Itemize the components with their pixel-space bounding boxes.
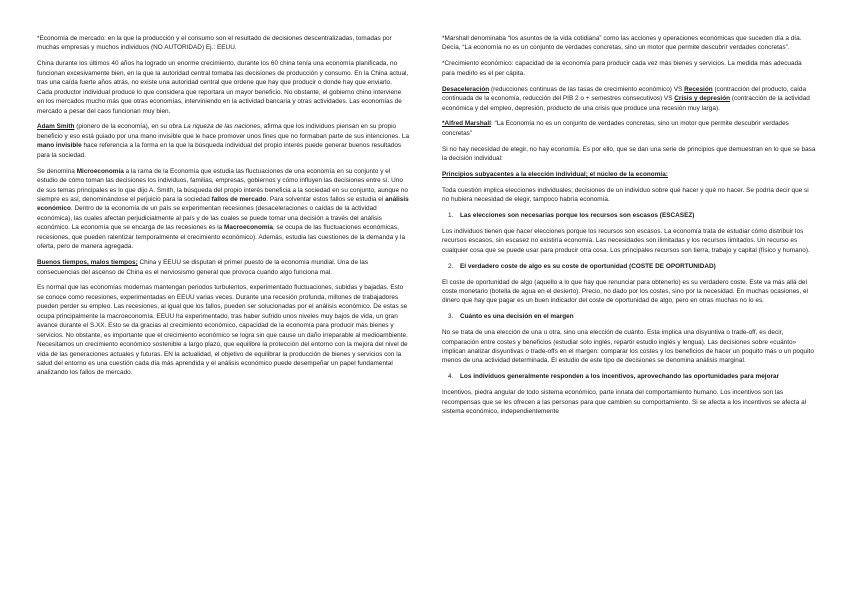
paragraph-text: No se trata de una elección de una u otra, sino una elección de cuánto. Esta implica una disyuntiva o trade-off, es decir, comparación entre costes y beneficios (estudiar solo inglés, repartir estudio inglés y lengua). Las decisiones sobre «cuánto» implican analizar disyuntivas o trade-offs en el margen: comparar los costes y los beneficios de hacer un poquito más o un poquito menos de una actividad determinada. El estudio de este tipo de decisiones se denomina análisis marginal. — [442, 329, 814, 365]
principle-4 — [442, 372, 816, 381]
paragraph-text: China y EEUU se disputan el primer puesto de la economía mundial. Una de las consecuencias del ascenso de China es el nerviosismo general que provoca cuando algo funciona mal. — [37, 259, 369, 276]
paragraph-text: *Economía de mercado: en la que la producción y el consumo son el resultado de decisiones descentralizadas, tomadas por muchas empresas y muchos individuos (NO AUTORIDAD) Ej.: EEUU. — [37, 35, 392, 52]
paragraph-text: (contracción del producto, caída continuada de la economía, reducción del PIB 2 o + semestres consecutivos) VS — [442, 85, 807, 103]
paragraph-text: Los individuos tienen que hacer elecciones porque los recursos son escasos. La economía trata de estudiar cómo distribuir los recursos escasos, sin escasez no existiría economía. Las necesidades son ilimitadas y los recursos limitados. Un recurso es cualquier cosa que se puede usar para producir otra cosa. Los principales recursos son tierra, trabajo y capital (físico y humano). — [442, 227, 810, 254]
paragraph-desaceleracion — [442, 85, 816, 113]
paragraph-elecciones-individuales — [442, 186, 816, 205]
term-desaceleracion: Desaceleración — [442, 85, 490, 93]
principle-title: El verdadero coste de algo es su coste de oportunidad (COSTE DE OPORTUNIDAD) — [460, 262, 716, 270]
paragraph-economia-de-mercado — [37, 34, 409, 53]
term-analisis-economico: análisis económico — [37, 195, 409, 213]
term-microeconomia: Microeconomía — [76, 167, 124, 175]
list-number: 3. — [448, 313, 454, 321]
paragraph-text: hace referencia a la forma en la que la búsqueda individual del propio interés puede generar buenos resultados para la sociedad. — [37, 142, 402, 159]
list-number: 1. — [448, 212, 454, 220]
paragraph-microeconomia — [37, 167, 409, 252]
book-title: La riqueza de las naciones — [183, 123, 261, 131]
term-fallos-de-mercado: fallos de mercado — [211, 195, 267, 203]
paragraph-necesidad-elegir — [442, 145, 816, 164]
paragraph-text: *Marshall denominaba “los asuntos de la vida cotidiana” como las acciones y operaciones económicas que suceden día a día. Decía, “La economía no es un conjunto de verdades concretas, sino un motor que permite descubrir verdades concretas”. — [442, 35, 802, 52]
paragraph-text: Toda cuestión implica elecciones individuales; decisiones de un individuo sobre qué hacer y qué no hacer. Se podría decir que si no hubiera necesidad de elegir, tampoco habría economía. — [442, 186, 809, 204]
paragraph-crecimiento-economico — [442, 59, 816, 78]
paragraph-text: . Para solventar estos fallos se estudia el — [266, 195, 386, 203]
paragraph-text: : “La Economía no es un conjunto de verdades concretas, sino un motor que permite descubrir verdades concretas” — [442, 120, 789, 137]
paragraph-text: *Crecimiento económico: capacidad de la economía para producir cada vez más bienes y servicios. La medida más adecuada para medirlo es el per cápita. — [442, 60, 802, 77]
paragraph-text: Es normal que las economías modernas mantengan periodos turbulentos, experimentado fluctuaciones, subidas y bajadas. Esto se conoce como recesiones, experimentadas en EEUU varias veces. Durante una recesión profunda, millones de trabajadores pueden perder su empleo. Las recesiones, al igual que los fallos, pueden ser solucionadas por el análisis económico. De estas se ocupa principalmente la macroeconomía. EEUU ha experimentado, tras haber sufrido unos niveles muy bajos de vida, un gran avance durante el S.XX. Esto se da gracias al crecimiento económico, capacidad de la economía para producir más bienes y servicios. No obstante, es importante que el crecimiento económico se logra sin que cause un daño irreparable al medioambiente. Necesitamos un crecimiento económico sostenible a largo plazo, que equilibre la protección del entorno con la mejora del nivel de vida de las generaciones actuales y futuras. EN la actualidad, el objetivo de equilibrar la producción de bienes y servicios con la salud del entorno es una cuestión cada día más aprendida y el análisis económico puede desempeñar un papel fundamental analizando los fallos de mercado. — [37, 284, 408, 377]
term-alfred-marshall: *Alfred Marshall — [442, 120, 491, 128]
principle-2 — [442, 262, 816, 271]
paragraph-text: (reducciones continuas de las tasas de crecimiento económico) VS — [489, 85, 685, 93]
right-column — [442, 34, 816, 423]
paragraph-text: El coste de oportunidad de algo (aquello a lo que hay que renunciar para obtenerlo) es su verdadero coste. Este va más allá del coste monetario (botella de agua en el desierto). Precio, no dado por los costes, sino por la necesidad. En muchas ocasiones, el dinero que hay que pagar es un buen indicador del coste de oportunidad de algo, pero en otras muchas no lo es. — [442, 278, 808, 305]
paragraph-text: Incentivos, piedra angular de todo sistema económico, parte innata del comportamiento humano. Los incentivos son las recompensas que se les ofrecen a las personas para que cambien su comportamiento. Si se afecta a los incentivos se afecta al sistema económico, independientemente — [442, 389, 807, 416]
principle-title: Los individuos generalmente responden a los incentivos, aprovechando las oportunidades para mejorar — [460, 373, 780, 381]
term-crisis-depresion: Crisis y depresión — [674, 95, 731, 103]
principle-1 — [442, 211, 816, 220]
paragraph-text: (pionero de la economía), en su obra — [74, 123, 184, 131]
paragraph-text: China durante los últimos 40 años ha logrado un enorme crecimiento, durante los 60 china tenía una economía planificada, no funcionan excesivamente bien, en la que la autoridad central tomaba las decisiones de producción y consumo. En la China actual, tras una caída fuerte años atrás, no existe una autoridad central que ordene que hay que producir o donde hay que enviarlo. Cada productor individual produce lo que considera que reportara un mayor beneficio. No obstante, el gobierno chino interviene en los mercados mucho más que otras economías, interviniendo en la actividad bancaria y otras actividades. Las economías de mercado a pesar del caos funcionan muy bien. — [37, 60, 409, 115]
paragraph-incentivos — [442, 388, 816, 416]
paragraph-marshall — [442, 34, 816, 53]
paragraph-coste-oportunidad — [442, 278, 816, 306]
principle-title: Las elecciones son necesarias porque los recursos son escasos (ESCASEZ) — [460, 212, 695, 220]
paragraph-text: a la rama de la Economía que estudia las fluctuaciones de una economía en su conjunto y el estudio de cómo toman las decisiones los individuos, familias, empresas, gobiernos y cómo influyen las decisiones entre sí. Uno de sus temas principales es lo que dijo A. Smith, la búsqueda del propio interés beneficia a la sociedad en su conjunto, aunque no siempre es así, denominándose el perjuicio para la sociedad — [37, 167, 409, 203]
left-column — [37, 34, 409, 384]
paragraph-buenos-tiempos — [37, 258, 409, 277]
term-recesion: Recesión — [684, 85, 713, 93]
term-macroeconomia: Macroeconomía — [224, 224, 273, 232]
list-number: 2. — [448, 262, 454, 270]
section-heading: Principios subyacentes a la elección individual; el núcleo de la economía: — [442, 170, 668, 178]
paragraph-alfred-marshall — [442, 119, 816, 138]
list-number: 4. — [448, 373, 454, 381]
paragraph-adam-smith — [37, 122, 409, 160]
paragraph-text: , afirma que los individuos piensan en su propio beneficio y eso está guiado por una mano invisible que le hace promover unos fines que no formaban parte de sus intenciones. La — [37, 123, 410, 140]
paragraph-margen — [442, 328, 816, 366]
paragraph-text: (contracción de la actividad económica y del empleo, depresión, producto de una crisis que produce una recesión muy larga). — [442, 95, 810, 112]
paragraph-text: . Dentro de la economía de un país se experimentan recesiones (desaceleraciones o caídas de la actividad económica), las cuales afectan perjudicialmente al país y de las cuales se puede tomar una decisión a través del análisis económico. La economía que se encarga de las recesiones es la — [37, 205, 382, 232]
principle-title: Cuánto es una decisión en el margen — [460, 313, 574, 321]
paragraph-china — [37, 59, 409, 116]
paragraph-text: Se denomina — [37, 167, 77, 175]
term-adam-smith: Adam Smith — [37, 123, 75, 131]
term-mano-invisible: mano invisible — [37, 142, 82, 150]
term-buenos-tiempos: Buenos tiempos, malos tiempos; — [37, 259, 138, 267]
paragraph-escasez — [442, 227, 816, 255]
paragraph-recesiones — [37, 283, 409, 378]
paragraph-text: Si no hay necesidad de elegir, no hay economía. Es por ello, que se dan una serie de principios que demuestran en lo que se basa la decisión individual: — [442, 145, 816, 163]
paragraph-text: , se ocupa de las fluctuaciones económicas, recesiones, que pueden ralentizar temporalmente el crecimiento económico). Además, estudia las cuestiones de la demanda y la oferta, pero de manera agregada. — [37, 224, 406, 251]
principle-3 — [442, 312, 816, 321]
